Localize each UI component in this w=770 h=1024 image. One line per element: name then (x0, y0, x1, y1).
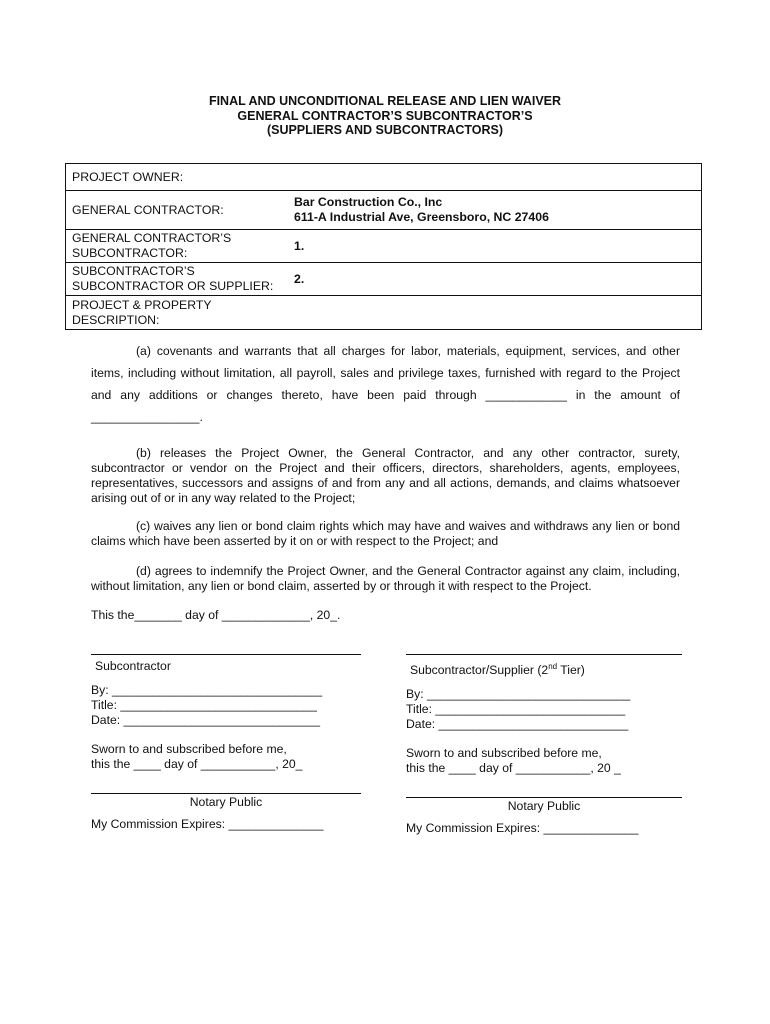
row-sub-subcontractor (66, 262, 701, 295)
subcontractor-by-field[interactable]: By: _______________________________ (91, 683, 323, 697)
project-owner-label: PROJECT OWNER: (72, 170, 184, 184)
gc-subcontractor-label-line-2: SUBCONTRACTOR: (72, 246, 188, 260)
paragraph-a: (a) covenants and warrants that all charges for labor, materials, equipment, services, and other items, including without limitation, all payroll, sales and privilege taxes, furnished with regard to the Project and any additions or changes thereto, have been paid through ____________ in the amount of ________________. (91, 344, 680, 424)
row-project-owner (66, 164, 701, 190)
row-gc-subcontractor (66, 229, 701, 262)
supplier-sworn-line-1: Sworn to and subscribed before me, (406, 746, 602, 761)
general-contractor-field[interactable] (288, 191, 701, 229)
supplier-commission-expires[interactable]: My Commission Expires: ______________ (406, 821, 639, 836)
subcontractor-signature-block (91, 654, 361, 832)
subcontractor-sworn-line-1: Sworn to and subscribed before me, (91, 742, 287, 756)
project-owner-field[interactable] (288, 164, 701, 190)
title-line-3: (SUPPLIERS AND SUBCONTRACTORS) (266, 123, 504, 137)
supplier-title-field[interactable]: Title: ____________________________ (406, 702, 626, 717)
subcontractor-notary-label: Notary Public (189, 795, 263, 809)
title-line-2: GENERAL CONTRACTOR’S SUBCONTRACTOR’S (237, 108, 533, 123)
date-line: This the_______ day of _____________, 20_. (91, 608, 341, 622)
supplier-by-field[interactable]: By: ______________________________ (406, 687, 631, 702)
row-project-description (66, 295, 701, 329)
subcontractor-sworn-line-2[interactable]: this the ____ day of ___________, 20_ (91, 757, 303, 771)
supplier-date-field[interactable]: Date: ____________________________ (406, 717, 629, 732)
project-description-label-line-1: PROJECT & PROPERTY (72, 297, 212, 312)
title-line-1: FINAL AND UNCONDITIONAL RELEASE AND LIEN WAIVER (208, 94, 562, 108)
subcontractor-commission-expires[interactable]: My Commission Expires: ______________ (91, 817, 324, 831)
paragraph-b: (b) releases the Project Owner, the General Contractor, and any other contractor, surety, subcontractor or vendor on the Project and their officers, directors, shareholders, agents, employees, representatives, successors and assigns of and from any and all actions, demands, and claims whatsoever arising out of or in any way related to the Project; (91, 446, 680, 505)
sub-subcontractor-label (66, 263, 288, 295)
supplier-signature-block (406, 654, 682, 836)
gc-subcontractor-field[interactable]: 1. (294, 239, 305, 253)
project-description-label-line-2: DESCRIPTION: (72, 312, 160, 327)
sub-subcontractor-label-line-2: SUBCONTRACTOR OR SUPPLIER: (72, 279, 274, 293)
subcontractor-notary-signature-line[interactable] (91, 793, 361, 794)
general-contractor-name: Bar Construction Co., Inc (294, 195, 443, 209)
paragraph-c: (c) waives any lien or bond claim rights which may have and waives and withdraws any lien or bond claims which have been asserted by it on or with respect to the Project; and (91, 519, 680, 548)
project-description-label (66, 296, 288, 329)
subcontractor-title-field[interactable]: Title: _____________________________ (91, 698, 317, 712)
sub-subcontractor-field[interactable]: 2. (294, 272, 305, 286)
general-contractor-address: 611-A Industrial Ave, Greensboro, NC 27406 (294, 210, 549, 224)
supplier-label: Subcontractor/Supplier (2nd Tier) (410, 662, 585, 678)
subcontractor-date-field[interactable]: Date: _____________________________ (91, 713, 321, 727)
supplier-signature-line[interactable] (406, 654, 682, 655)
supplier-notary-signature-line[interactable] (406, 797, 682, 798)
supplier-sworn-line-2[interactable]: this the ____ day of ___________, 20 _ (406, 761, 621, 776)
paragraph-d: (d) agrees to indemnify the Project Owner, and the General Contractor against any claim, including, without limitation, any lien or bond claim, asserted by or through it with respect to the Project. (91, 564, 680, 593)
subcontractor-label: Subcontractor (95, 659, 171, 673)
sub-subcontractor-label-line-1: SUBCONTRACTOR’S (72, 264, 195, 278)
subcontractor-signature-line[interactable] (91, 654, 361, 655)
general-contractor-label: GENERAL CONTRACTOR: (72, 203, 224, 217)
project-description-field[interactable] (288, 296, 701, 329)
row-general-contractor (66, 190, 701, 229)
document-title (0, 94, 770, 138)
gc-subcontractor-label (66, 230, 288, 262)
supplier-notary-label: Notary Public (507, 799, 581, 814)
project-info-table (65, 163, 702, 330)
gc-subcontractor-label-line-1: GENERAL CONTRACTOR’S (72, 231, 232, 245)
